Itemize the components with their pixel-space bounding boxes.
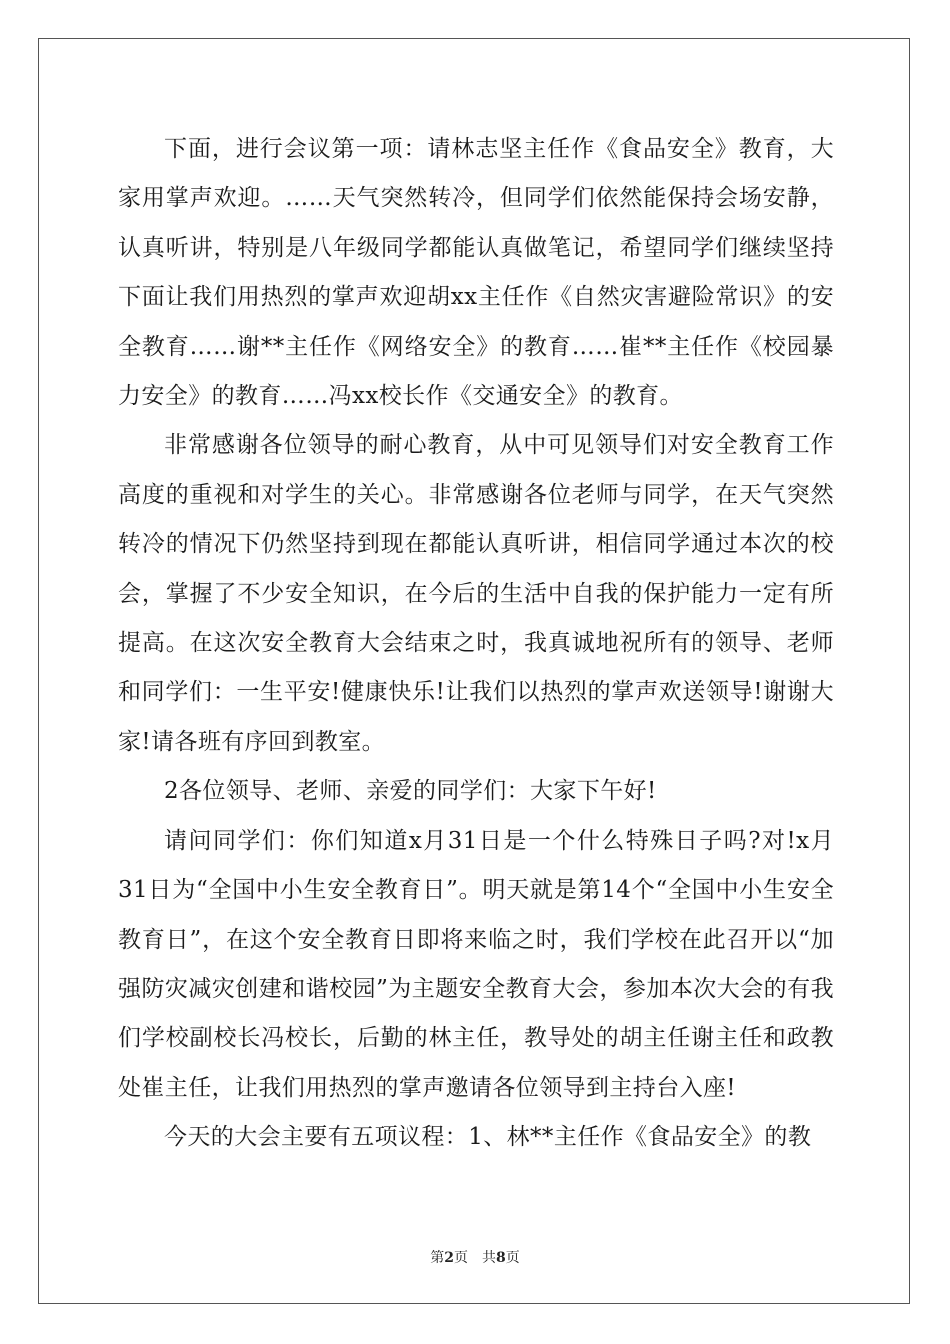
paragraph-closing-thanks: 非常感谢各位领导的耐心教育，从中可见领导们对安全教育工作高度的重视和对学生的关心。非常感谢各位老师与同学，在天气突然转冷的情况下仍然坚持到现在都能认真听讲，相信同学通过本次的校会，掌握了不少安全知识，在今后的生活中自我的保护能力一定有所提高。在这次安全教育大会结束之时，我真诚地祝所有的领导、老师和同学们：一生平安!健康快乐!让我们以热烈的掌声欢送领导!谢谢大家!请各班有序回到教室。 [118, 432, 834, 755]
paragraph-agenda-intro: 下面，进行会议第一项：请林志坚主任作《食品安全》教育，大家用掌声欢迎。……天气突然转冷，但同学们依然能保持会场安静，认真听讲，特别是八年级同学都能认真做笔记，希望同学们继续坚持下面让我们用热烈的掌声欢迎胡xx主任作《自然灾害避险常识》的安全教育……谢**主任作《网络安全》的教育……崔**主任作《校园暴力安全》的教育……冯xx校长作《交通安全》的教育。 [118, 136, 834, 410]
total-page-number: 8 [496, 1250, 506, 1266]
total-prefix: 共 [482, 1250, 496, 1266]
total-unit: 页 [505, 1250, 520, 1266]
paragraph-greeting: 2各位领导、老师、亲爱的同学们：大家下午好! [164, 778, 657, 805]
paragraph-agenda-items: 今天的大会主要有五项议程：1、林**主任作《食品安全》的教 [164, 1124, 812, 1151]
page-unit: 页 [454, 1250, 468, 1266]
page-prefix: 第 [430, 1250, 445, 1266]
document-body [118, 125, 834, 1163]
current-page-number: 2 [444, 1250, 454, 1266]
paragraph-safety-day: 请问同学们：你们知道x月31日是一个什么特殊日子吗?对!x月31日为“全国中小生安全教育日”。明天就是第14个“全国中小生安全教育日”，在这个安全教育日即将来临之时，我们学校在此召开以“加强防灾减灾创建和谐校园”为主题安全教育大会，参加本次大会的有我们学校副校长冯校长，后勤的林主任，教导处的胡主任谢主任和政教处崔主任，让我们用热烈的掌声邀请各位领导到主持台入座! [118, 827, 834, 1101]
page-footer [0, 1247, 950, 1267]
